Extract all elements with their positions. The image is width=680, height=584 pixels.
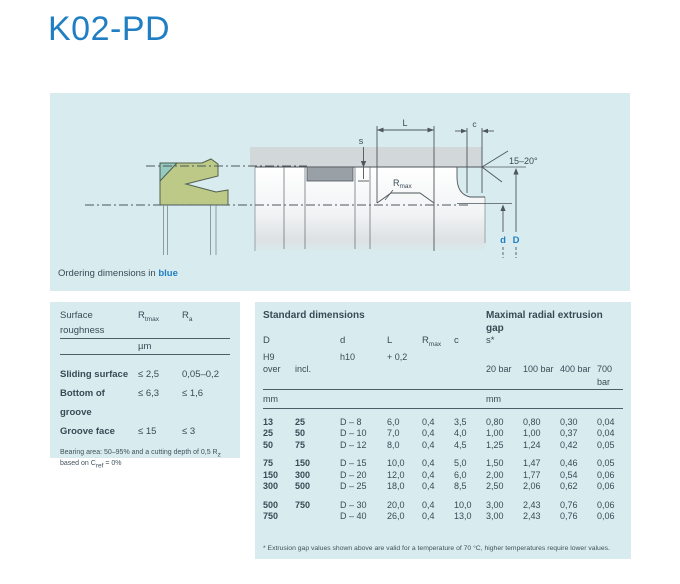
table-row: 75 150 D – 15 10,0 0,4 5,0 1,50 1,47 0,46 0,05 (263, 458, 615, 469)
table-row: Sliding surface ≤ 2,5 0,05–0,2 (60, 369, 219, 380)
surface-roughness-panel (50, 302, 240, 470)
dims-unit-row: mm mm (263, 393, 501, 404)
dims-group-header-row (263, 309, 623, 335)
roughness-unit-row (60, 339, 230, 354)
dim-label-L: L (402, 118, 408, 128)
page-title: K02-PD (48, 10, 171, 48)
dims-range-row: over incl. 20 bar 100 bar 400 bar 700 bar (263, 363, 613, 387)
dim-label-D: D (512, 235, 520, 246)
dim-label-s: s (358, 136, 364, 146)
dimensions-footnote: * Extrusion gap values shown above are valid for a temperature of 70 °C, higher temperatures require lower values. (263, 545, 610, 552)
divider (263, 408, 623, 409)
table-row: 750 D – 40 26,0 0,4 13,0 3,00 2,43 0,76 0,06 (263, 511, 615, 522)
seal-installation-drawing (50, 93, 630, 291)
seal-profile (160, 159, 228, 255)
technical-drawing-panel (50, 93, 630, 291)
header-rmax: $R_{max}$ (422, 335, 442, 348)
group-header-standard-dimensions: Standard dimensions (263, 310, 365, 321)
table-row: 13 25 D – 8 6,0 0,4 3,5 0,80 0,80 0,30 0,04 (263, 416, 615, 427)
housing-cross-section (250, 147, 482, 167)
table-row: 500 750 D – 30 20,0 0,4 10,0 3,00 2,43 0,76 0,06 (263, 499, 615, 510)
unit-label: µm (138, 341, 152, 352)
dim-label-c: c (472, 119, 477, 129)
divider (60, 354, 230, 355)
dim-label-angle: 15–20° (509, 156, 538, 166)
dim-label-rmax: $R_{max}$ (393, 178, 412, 190)
standard-dimensions-panel (255, 302, 631, 559)
roughness-header-title: Surface roughness (60, 310, 105, 336)
roughness-header-ra: $R_a$ (182, 310, 193, 323)
seal-section (307, 167, 353, 181)
roughness-header-rtmax: $R_{tmax}$ (138, 310, 159, 323)
caption-highlight: blue (158, 268, 178, 279)
table-row: 150 300 D – 20 12,0 0,4 6,0 2,00 1,77 0,54 0,06 (263, 469, 615, 480)
roughness-header-row (60, 308, 230, 338)
table-row: 25 50 D – 10 7,0 0,4 4,0 1,00 1,00 0,37 0,04 (263, 428, 615, 439)
table-row: Groove face ≤ 15 ≤ 3 (60, 426, 196, 437)
dims-tolerance-row: H9 h10 + 0,2 (263, 351, 408, 362)
dims-symbol-row: D d L $R_{max}$ c s* (263, 335, 623, 351)
roughness-footnote: Bearing area: 50–95% and a cutting depth of 0,5 $R_z$ based on $C_{ref} = 0\%$ (60, 449, 221, 470)
dim-label-d: d (500, 235, 506, 246)
table-row: 50 75 D – 12 8,0 0,4 4,5 1,25 1,24 0,42 0,05 (263, 439, 615, 450)
rod-cross-section (255, 167, 512, 253)
group-header-extrusion-gap: Maximal radial extrusion gap (486, 310, 603, 334)
drawing-caption (58, 268, 178, 279)
table-row: 300 500 D – 25 18,0 0,4 8,5 2,50 2,06 0,62 0,06 (263, 481, 615, 492)
caption-text: Ordering dimensions in (58, 268, 159, 279)
table-row: Bottom of groove ≤ 6,3 ≤ 1,6 (60, 388, 204, 418)
